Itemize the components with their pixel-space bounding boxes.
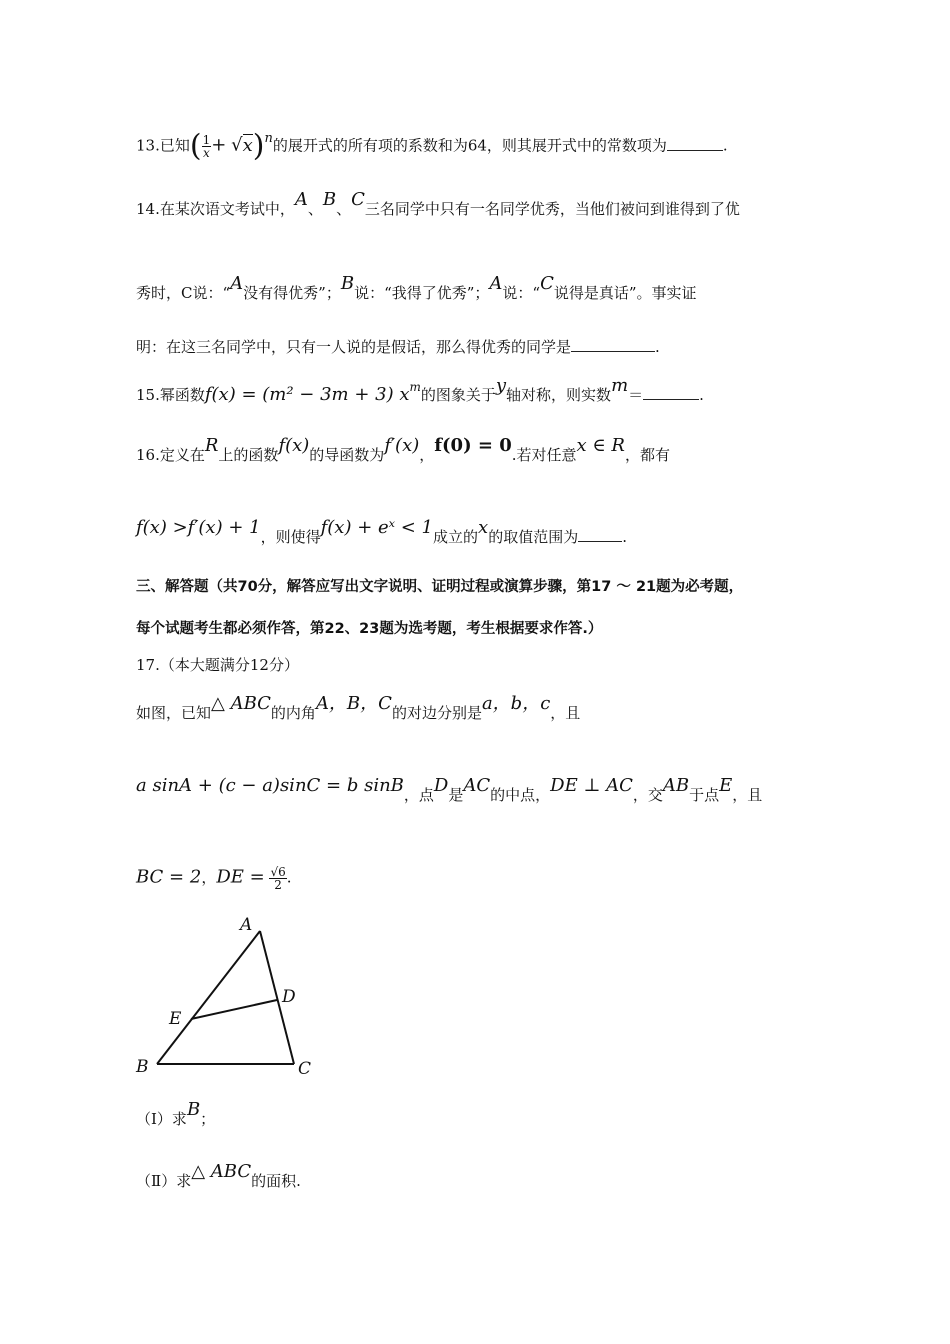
question-17-part-1: （Ⅰ）求B；	[136, 1099, 216, 1128]
question-16-line-2: f(x) >f′(x) + 1，则使得f(x) + eˣ < 1成立的x的取值范围为 .	[136, 517, 627, 546]
question-17-line-2: a sinA + (c − a)sinC = b sinB，点D是AC的中点，DE ⊥ AC，交AB于点E，且	[136, 775, 763, 804]
q13-number: 13.已知	[136, 136, 190, 155]
section-3-heading-line-1: 三、解答题（共70分，解答应写出文字说明、证明过程或演算步骤，第17 ～ 21题为必考题，	[136, 579, 744, 595]
label-c: C	[298, 1059, 312, 1079]
section-3-heading-line-2: 每个试题考生都必须作答，第22、23题为选考题，考生根据要求作答.）	[136, 621, 603, 637]
de-fraction: $\frac{√6}{2}$	[270, 865, 286, 892]
q16-answer-blank	[578, 527, 622, 542]
label-b: B	[136, 1057, 149, 1077]
side-ab	[157, 931, 260, 1064]
label-d: D	[282, 987, 296, 1007]
question-13: 13.已知( $\frac{1}{x}$ + √x)n的展开式的所有项的系数和为64，则其展开式中的常数项为 .	[136, 128, 728, 164]
question-17-line-3: BC = 2，DE = $\frac{√6}{2}$ .	[136, 865, 292, 892]
q14-answer-blank	[571, 337, 655, 352]
q15-answer-blank	[643, 385, 699, 400]
question-17-line-1: 如图，已知△ ABC的内角A，B，C的对边分别是a，b，c，且	[136, 693, 581, 722]
label-e: E	[169, 1009, 182, 1029]
q13-answer-blank	[667, 136, 723, 151]
question-14-line-1: 14.在某次语文考试中，A、B、C三名同学中只有一名同学优秀，当他们被问到谁得到了优	[136, 189, 740, 218]
question-15: 15.幂函数f(x) = (m² − 3m + 3) $x^m$的图象关于y轴对称，则实数m＝ .	[136, 375, 704, 405]
q13-text: 的展开式的所有项的系数和为64，则其展开式中的常数项为	[272, 136, 667, 155]
q15-formula: f(x) = (m² − 3m + 3) x	[204, 384, 410, 405]
label-a: A	[240, 915, 253, 935]
question-14-line-2: 秀时，C说：“A没有得优秀”；B说：“我得了优秀”；A说：“C说得是真话”。事实证	[136, 273, 697, 302]
question-17-part-2: （Ⅱ）求△ ABC的面积.	[136, 1161, 301, 1190]
q13-fraction: $\frac{1}{x}$	[202, 133, 211, 160]
question-14-line-3: 明：在这三名同学中，只有一人说的是假话，那么得优秀的同学是 .	[136, 338, 660, 356]
question-16-line-1: 16.定义在R上的函数f(x)的导函数为f′(x)，f(0) = 0.若对任意x ∈ R，都有	[136, 435, 671, 464]
triangle-figure	[130, 910, 330, 1085]
q17-equation: a sinA + (c − a)sinC = b sinB	[136, 775, 404, 796]
question-17-header: 17.（本大题满分12分）	[136, 656, 299, 674]
